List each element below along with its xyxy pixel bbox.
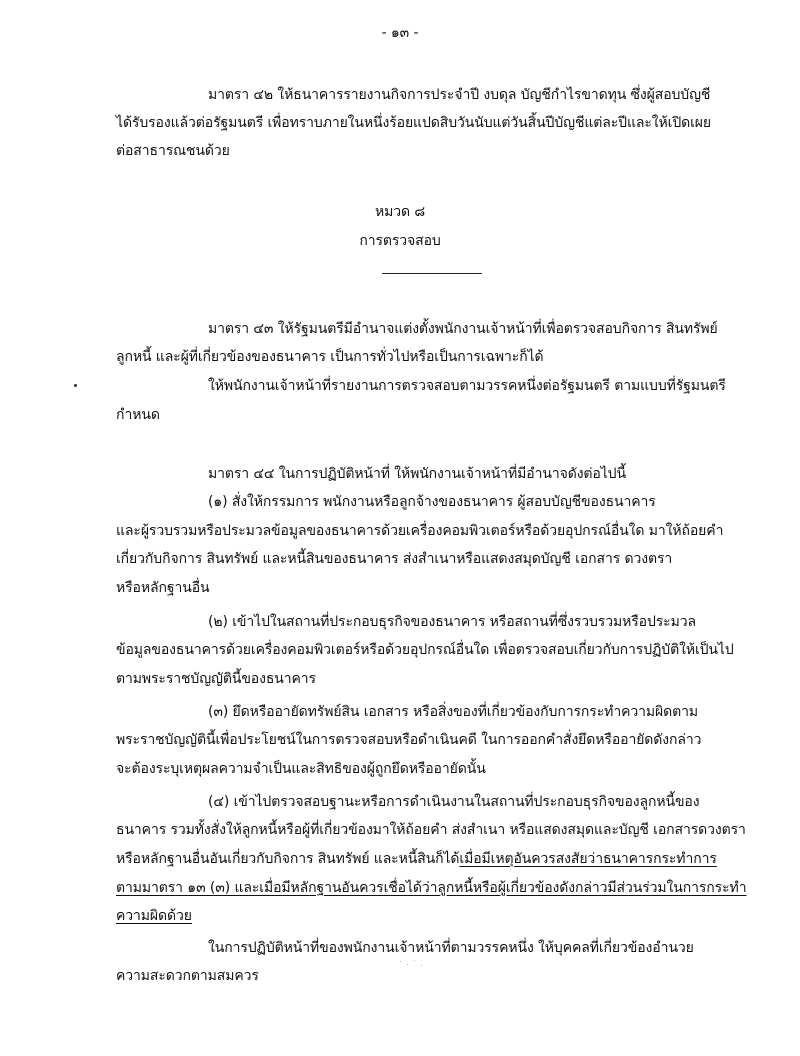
- item-1-line: และผู้รวบรวมหรือประมวลข้อมูลของธนาคารด้วยเครื่องคอมพิวเตอร์หรือด้วยอุปกรณ์อื่นใด มาให้ถ้อยคำ: [116, 523, 724, 539]
- paragraph-line: ต่อสาธารณชนด้วย: [116, 143, 230, 159]
- item-3-line: (๓) ยึดหรืออายัดทรัพย์สิน เอกสาร หรือสิ่งของที่เกี่ยวข้องกับการกระทำความผิดตาม: [208, 704, 698, 720]
- closing-line: ความสะดวกตามสมควร: [116, 968, 259, 984]
- heading-divider: [382, 273, 482, 274]
- item-4-line: (๔) เข้าไปตรวจสอบฐานะหรือการดำเนินงานในสถานที่ประกอบธุรกิจของลูกหนี้ของ: [208, 794, 700, 810]
- paragraph-line: มาตรา ๔๔ ในการปฏิบัติหน้าที่ ให้พนักงานเจ้าหน้าที่มีอำนาจดังต่อไปนี้: [208, 466, 626, 482]
- item-4-line: [116, 850, 717, 868]
- item-4-text: หรือหลักฐานอื่นอันเกี่ยวกับกิจการ สินทรัพย์ และหนี้สินก็ได้: [116, 851, 460, 867]
- closing-line: ในการปฏิบัติหน้าที่ของพนักงานเจ้าหน้าที่ตามวรรคหนึ่ง ให้บุคคลที่เกี่ยวข้องอำนวย: [208, 940, 694, 956]
- scan-noise: [398, 958, 428, 968]
- item-1-line: (๑) สั่งให้กรรมการ พนักงานหรือลูกจ้างของธนาคาร ผู้สอบบัญชีของธนาคาร: [208, 494, 656, 510]
- underlined-amendment: เมื่อมีเหตุอันควรสงสัยว่าธนาคารกระทำการ: [459, 851, 717, 867]
- item-1-line: หรือหลักฐานอื่น: [116, 580, 210, 596]
- paragraph-line: มาตรา ๔๓ ให้รัฐมนตรีมีอำนาจแต่งตั้งพนักงานเจ้าหน้าที่เพื่อตรวจสอบกิจการ สินทรัพย์: [208, 321, 718, 337]
- paragraph-line: ให้พนักงานเจ้าหน้าที่รายงานการตรวจสอบตามวรรคหนึ่งต่อรัฐมนตรี ตามแบบที่รัฐมนตรี: [208, 378, 726, 394]
- item-2-line: ตามพระราชบัญญัตินี้ของธนาคาร: [116, 671, 316, 687]
- chapter-title: การตรวจสอบ: [359, 233, 441, 249]
- page-number: - ๑๓ -: [381, 25, 419, 41]
- paragraph-line: มาตรา ๔๒ ให้ธนาคารรายงานกิจการประจำปี งบดุล บัญชีกำไรขาดทุน ซึ่งผู้สอบบัญชี: [208, 87, 711, 103]
- paragraph-line: ลูกหนี้ และผู้ที่เกี่ยวข้องของธนาคาร เป็นการทั่วไปหรือเป็นการเฉพาะก็ได้: [116, 349, 544, 365]
- chapter-number: หมวด ๘: [374, 204, 426, 220]
- item-2-line: (๒) เข้าไปในสถานที่ประกอบธุรกิจของธนาคาร หรือสถานที่ซึ่งรวบรวมหรือประมวล: [208, 614, 696, 630]
- underlined-amendment: ความผิดด้วย: [116, 908, 192, 924]
- item-3-line: จะต้องระบุเหตุผลความจำเป็นและสิทธิของผู้ถูกยึดหรืออายัดนั้น: [116, 761, 486, 777]
- paragraph-line: กำหนด: [116, 407, 160, 423]
- item-1-line: เกี่ยวกับกิจการ สินทรัพย์ และหนี้สินของธนาคาร ส่งสำเนาหรือแสดงสมุดบัญชี เอกสาร ดวงตรา: [116, 551, 673, 567]
- paragraph-line: ได้รับรองแล้วต่อรัฐมนตรี เพื่อทราบภายในหนึ่งร้อยแปดสิบวันนับแต่วันสิ้นปีบัญชีแต่ละปีและให้เปิดเผย: [116, 115, 711, 131]
- item-4-line: ธนาคาร รวมทั้งสั่งให้ลูกหนี้หรือผู้ที่เกี่ยวข้องมาให้ถ้อยคำ ส่งสำเนา หรือแสดงสมุดและบัญชี เอกสารดวงตรา: [116, 822, 746, 838]
- underlined-amendment: ตามมาตรา ๑๓ (๓) และเมื่อมีหลักฐานอันควรเชื่อได้ว่าลูกหนี้หรือผู้เกี่ยวข้องดังกล่าวมีส่วนร่วมในการกระทำ: [116, 880, 747, 896]
- item-2-line: ข้อมูลของธนาคารด้วยเครื่องคอมพิวเตอร์หรือด้วยอุปกรณ์อื่นใด เพื่อตรวจสอบเกี่ยวกับการปฏิบัติให้เป็นไป: [116, 642, 734, 658]
- scan-speck: [74, 384, 77, 387]
- item-3-line: พระราชบัญญัตินี้เพื่อประโยชน์ในการตรวจสอบหรือดำเนินคดี ในการออกคำสั่งยึดหรืออายัดดังกล่าว: [116, 732, 702, 748]
